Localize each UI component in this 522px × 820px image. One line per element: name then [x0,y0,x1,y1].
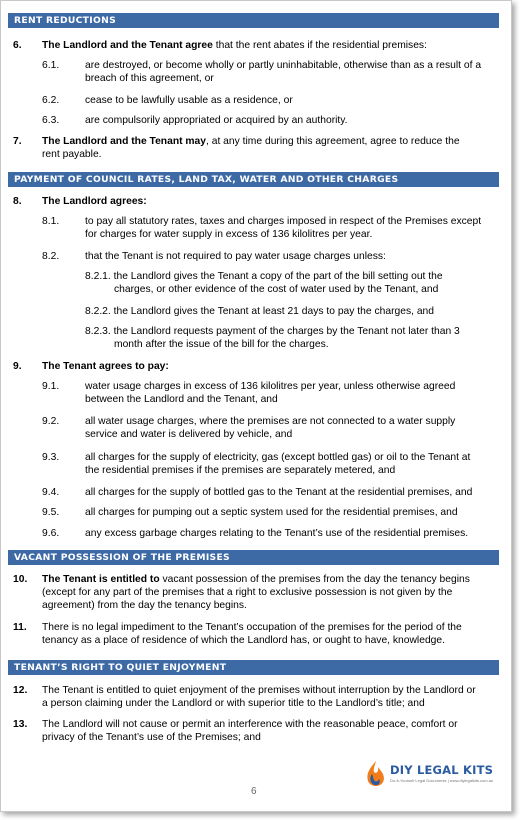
subclause-6-1-line1: are destroyed, or become wholly or partly uninhabitable, otherwise than as a result of a [85,60,482,71]
clause-10-rest: vacant possession of the premises from the day the tenancy begins [159,574,470,585]
subclause-9-3-line1: all charges for the supply of electricity, gas (except bottled gas) or oil to the Tenant at [85,452,471,463]
subclause-number: 9.2. [42,416,60,427]
subclause-9-4-line1: all charges for the supply of bottled gas to the Tenant at the residential premises, and [85,487,473,498]
clause-12-line1: The Tenant is entitled to quiet enjoyment of the premises without interruption by the Landlord or [42,685,476,696]
clause-8-text [42,195,147,208]
subclause-number: 6.3. [42,115,60,126]
subclause-8-2-2-line1: 8.2.2. the Landlord gives the Tenant at least 21 days to pay the charges, and [85,306,435,317]
subclause-9-5-line1: all charges for pumping out a septic system used for the residential premises, and [85,507,458,518]
subclause-number: 8.1. [42,216,60,227]
clause-number: 12. [13,685,28,696]
subclause-9-3-line2: the residential premises if the premises are separately metered, and [85,465,396,476]
logo-tagline: Do-It-Yourself Legal Documents | www.diylegalkits.com.au [390,778,494,783]
subclause-number: 9.1. [42,381,60,392]
subclause-8-2-1-line2: charges, or other evidence of the cost of water used by the Tenant, and [114,284,439,295]
clause-number: 10. [13,574,28,585]
subclause-6-2-line1: cease to be lawfully usable as a residence, or [85,95,293,106]
section-header-quiet-enjoyment: TENANT’S RIGHT TO QUIET ENJOYMENT [8,660,499,675]
clause-8-bold: The Landlord agrees: [42,196,147,207]
subclause-8-1-line2: for charges for water supply in excess of 136 kilolitres per year. [85,229,373,240]
section-header-rent-reductions: RENT REDUCTIONS [8,13,499,28]
subclause-number: 9.5. [42,507,60,518]
clause-number: 8. [13,196,22,207]
subclause-8-1-line1: to pay all statutory rates, taxes and charges imposed in respect of the Premises except [85,216,482,227]
clause-number: 7. [13,136,22,147]
clause-10-line2: (except for any part of the premises that a right to exclusive possession is not given by the [42,587,453,598]
clause-13-line1: The Landlord will not cause or permit an interference with the reasonable peace, comfort or [42,719,458,730]
logo-name: DIY LEGAL KITS [390,763,494,777]
subclause-number: 9.3. [42,452,60,463]
subclause-number: 6.1. [42,60,60,71]
clause-11-line1: There is no legal impediment to the Tenant’s occupation of the premises for the period of the [42,622,462,633]
clause-7-line2: rent payable. [42,149,102,160]
subclause-9-2-line1: all water usage charges, where the premises are not connected to a water supply [85,416,456,427]
clause-7-bold: The Landlord and the Tenant may [42,136,207,147]
subclause-9-1-line1: water usage charges in excess of 136 kilolitres per year, unless otherwise agreed [85,381,456,392]
clause-number: 11. [13,622,27,633]
flame-icon [363,759,389,789]
clause-11-line2: tenancy as a place of residence of which the Landlord has, or ought to have, knowledge. [42,635,445,646]
page-number: 6 [251,786,257,797]
diy-legal-kits-logo [363,759,494,789]
clause-10-line3: agreement) from the day the tenancy begins. [42,600,247,611]
clause-number: 13. [13,719,28,730]
clause-9-text [42,360,169,373]
subclause-9-1-line2: between the Landlord and the Tenant, and [85,394,278,405]
subclause-number: 6.2. [42,95,60,106]
subclause-8-2-1-line1: 8.2.1. the Landlord gives the Tenant a copy of the part of the bill setting out the [85,271,443,282]
subclause-8-2-3-line2: month after the issue of the bill for the charges. [114,339,329,350]
section-header-council-rates: PAYMENT OF COUNCIL RATES, LAND TAX, WATER AND OTHER CHARGES [8,172,499,187]
clause-7-text [42,135,460,148]
subclause-number: 8.2. [42,251,60,262]
subclause-9-6-line1: any excess garbage charges relating to the Tenant’s use of the residential premises. [85,528,469,539]
subclause-number: 9.4. [42,487,60,498]
subclause-6-1-line2: breach of this agreement, or [85,73,214,84]
clause-6-text [42,39,427,52]
clause-9-bold: The Tenant agrees to pay: [42,361,169,372]
clause-6-rest: that the rent abates if the residential premises: [212,40,427,51]
clause-10-bold: The Tenant is entitled to [42,574,160,585]
clause-6-bold: The Landlord and the Tenant agree [42,40,213,51]
section-header-vacant-possession: VACANT POSSESSION OF THE PREMISES [8,550,499,565]
clause-10-text [42,573,470,586]
clause-12-line2: a person claiming under the Landlord or with superior title to the Landlord’s title; and [42,698,425,709]
clause-7-rest: , at any time during this agreement, agree to reduce the [206,136,460,147]
subclause-9-2-line2: service and water is delivered by vehicle, and [85,429,293,440]
clause-13-line2: privacy of the Tenant’s use of the Premises; and [42,732,261,743]
subclause-8-2-line1: that the Tenant is not required to pay water usage charges unless: [85,251,386,262]
subclause-6-3-line1: are compulsorily appropriated or acquired by an authority. [85,115,348,126]
subclause-number: 9.6. [42,528,60,539]
clause-number: 6. [13,40,22,51]
clause-number: 9. [13,361,22,372]
subclause-8-2-3-line1: 8.2.3. the Landlord requests payment of the charges by the Tenant not later than 3 [85,326,460,337]
